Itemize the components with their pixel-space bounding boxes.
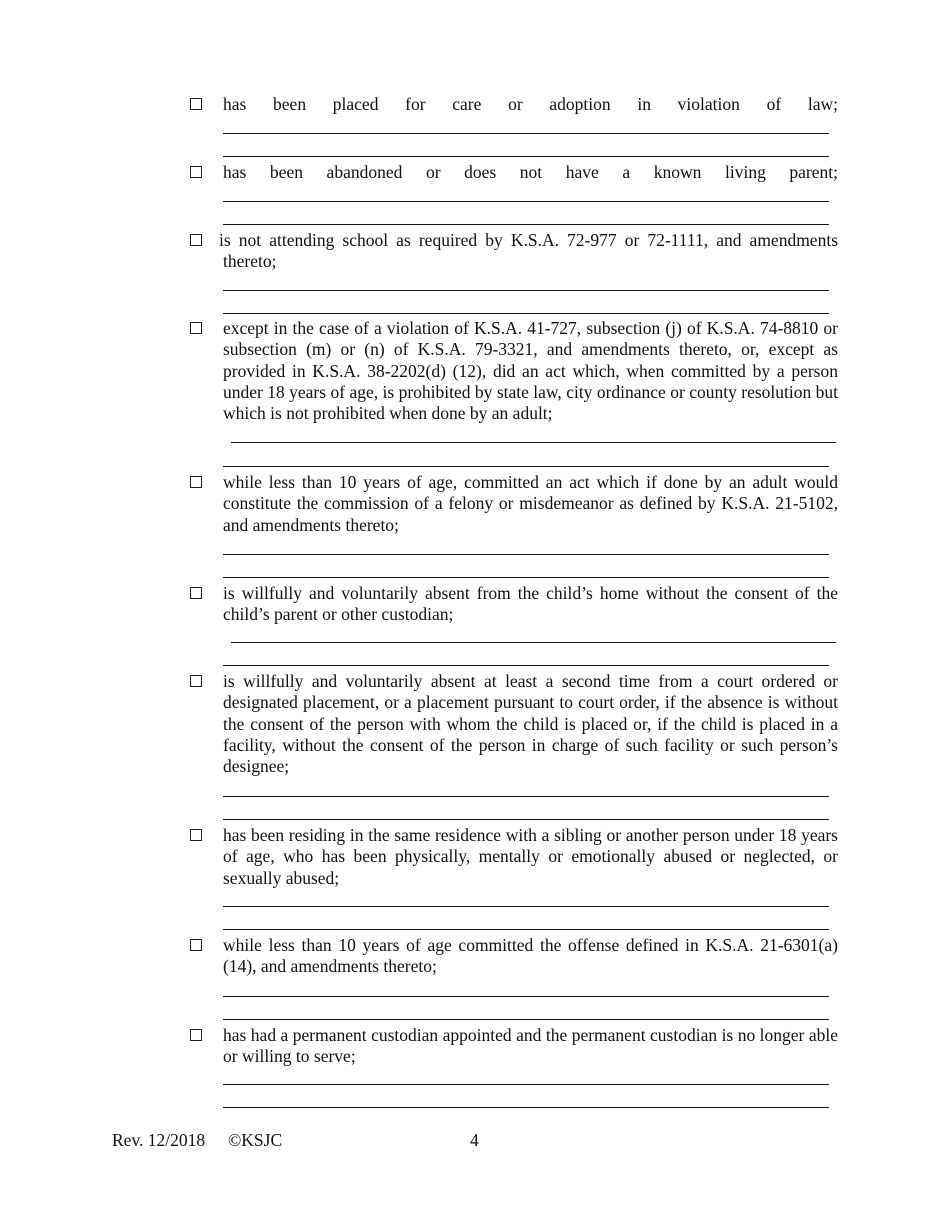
copyright: ©KSJC: [228, 1130, 283, 1150]
blank-line[interactable]: [231, 642, 836, 643]
item-text: is willfully and voluntarily absent from the child’s home without the consent of the child’s parent or other custodian;: [223, 583, 838, 625]
blank-line[interactable]: [223, 313, 829, 314]
blank-line[interactable]: [223, 1107, 829, 1108]
blank-line[interactable]: [223, 554, 829, 555]
blank-line[interactable]: [223, 1084, 829, 1085]
blank-line[interactable]: [223, 665, 829, 666]
checkbox[interactable]: [190, 476, 202, 488]
item-text: while less than 10 years of age committed the offense defined in K.S.A. 21-6301(a)(14), and amendments thereto;: [223, 935, 838, 977]
checkbox[interactable]: [190, 675, 202, 687]
checkbox[interactable]: [190, 166, 202, 178]
blank-line[interactable]: [223, 156, 829, 157]
item-text: has been abandoned or does not have a known living parent;: [223, 162, 838, 182]
blank-line[interactable]: [223, 996, 829, 997]
page-number: 4: [470, 1130, 479, 1150]
blank-line[interactable]: [223, 290, 829, 291]
blank-line[interactable]: [223, 929, 829, 930]
checkbox[interactable]: [190, 1029, 202, 1041]
blank-line[interactable]: [223, 201, 829, 202]
blank-line[interactable]: [223, 1019, 829, 1020]
item-text: is willfully and voluntarily absent at least a second time from a court ordered or designated placement, or a placement pursuant to court order, if the absence is without the consent of the person with whom the child is placed or, if the child is placed in a facility, without the consent of the person in charge of such facility or such person’s designee;: [223, 671, 838, 777]
blank-line[interactable]: [231, 442, 836, 443]
item-text: has been placed for care or adoption in violation of law;: [223, 94, 838, 114]
checkbox[interactable]: [190, 939, 202, 951]
blank-line[interactable]: [223, 577, 829, 578]
blank-line[interactable]: [223, 796, 829, 797]
item-text: has been residing in the same residence with a sibling or another person under 18 years of age, who has been physically, mentally or emotionally abused or neglected, or sexually abused;: [223, 825, 838, 888]
blank-line[interactable]: [223, 133, 829, 134]
revision-date: Rev. 12/2018: [112, 1130, 206, 1150]
blank-line[interactable]: [223, 819, 829, 820]
checkbox[interactable]: [190, 234, 202, 246]
blank-line[interactable]: [223, 224, 829, 225]
checkbox[interactable]: [190, 322, 202, 334]
checkbox[interactable]: [190, 587, 202, 599]
item-text: except in the case of a violation of K.S.A. 41-727, subsection (j) of K.S.A. 74-8810 or subsection (m) or (n) of K.S.A. 79-3321, and amendments thereto, or, except as provided in K.S.A. 38-2202(d) (12), did an act which, when committed by a person under 18 years of age, is prohibited by state law, city ordinance or county resolution but which is not prohibited when done by an adult;: [223, 318, 838, 424]
blank-line[interactable]: [223, 466, 829, 467]
item-text: is not attending school as required by K.S.A. 72-977 or 72-1111, and amendments thereto;: [219, 230, 838, 272]
checkbox[interactable]: [190, 98, 202, 110]
checkbox[interactable]: [190, 829, 202, 841]
item-text: while less than 10 years of age, committed an act which if done by an adult would constitute the commission of a felony or misdemeanor as defined by K.S.A. 21-5102, and amendments thereto;: [223, 472, 838, 535]
item-text: has had a permanent custodian appointed and the permanent custodian is no longer able or willing to serve;: [223, 1025, 838, 1067]
blank-line[interactable]: [223, 906, 829, 907]
